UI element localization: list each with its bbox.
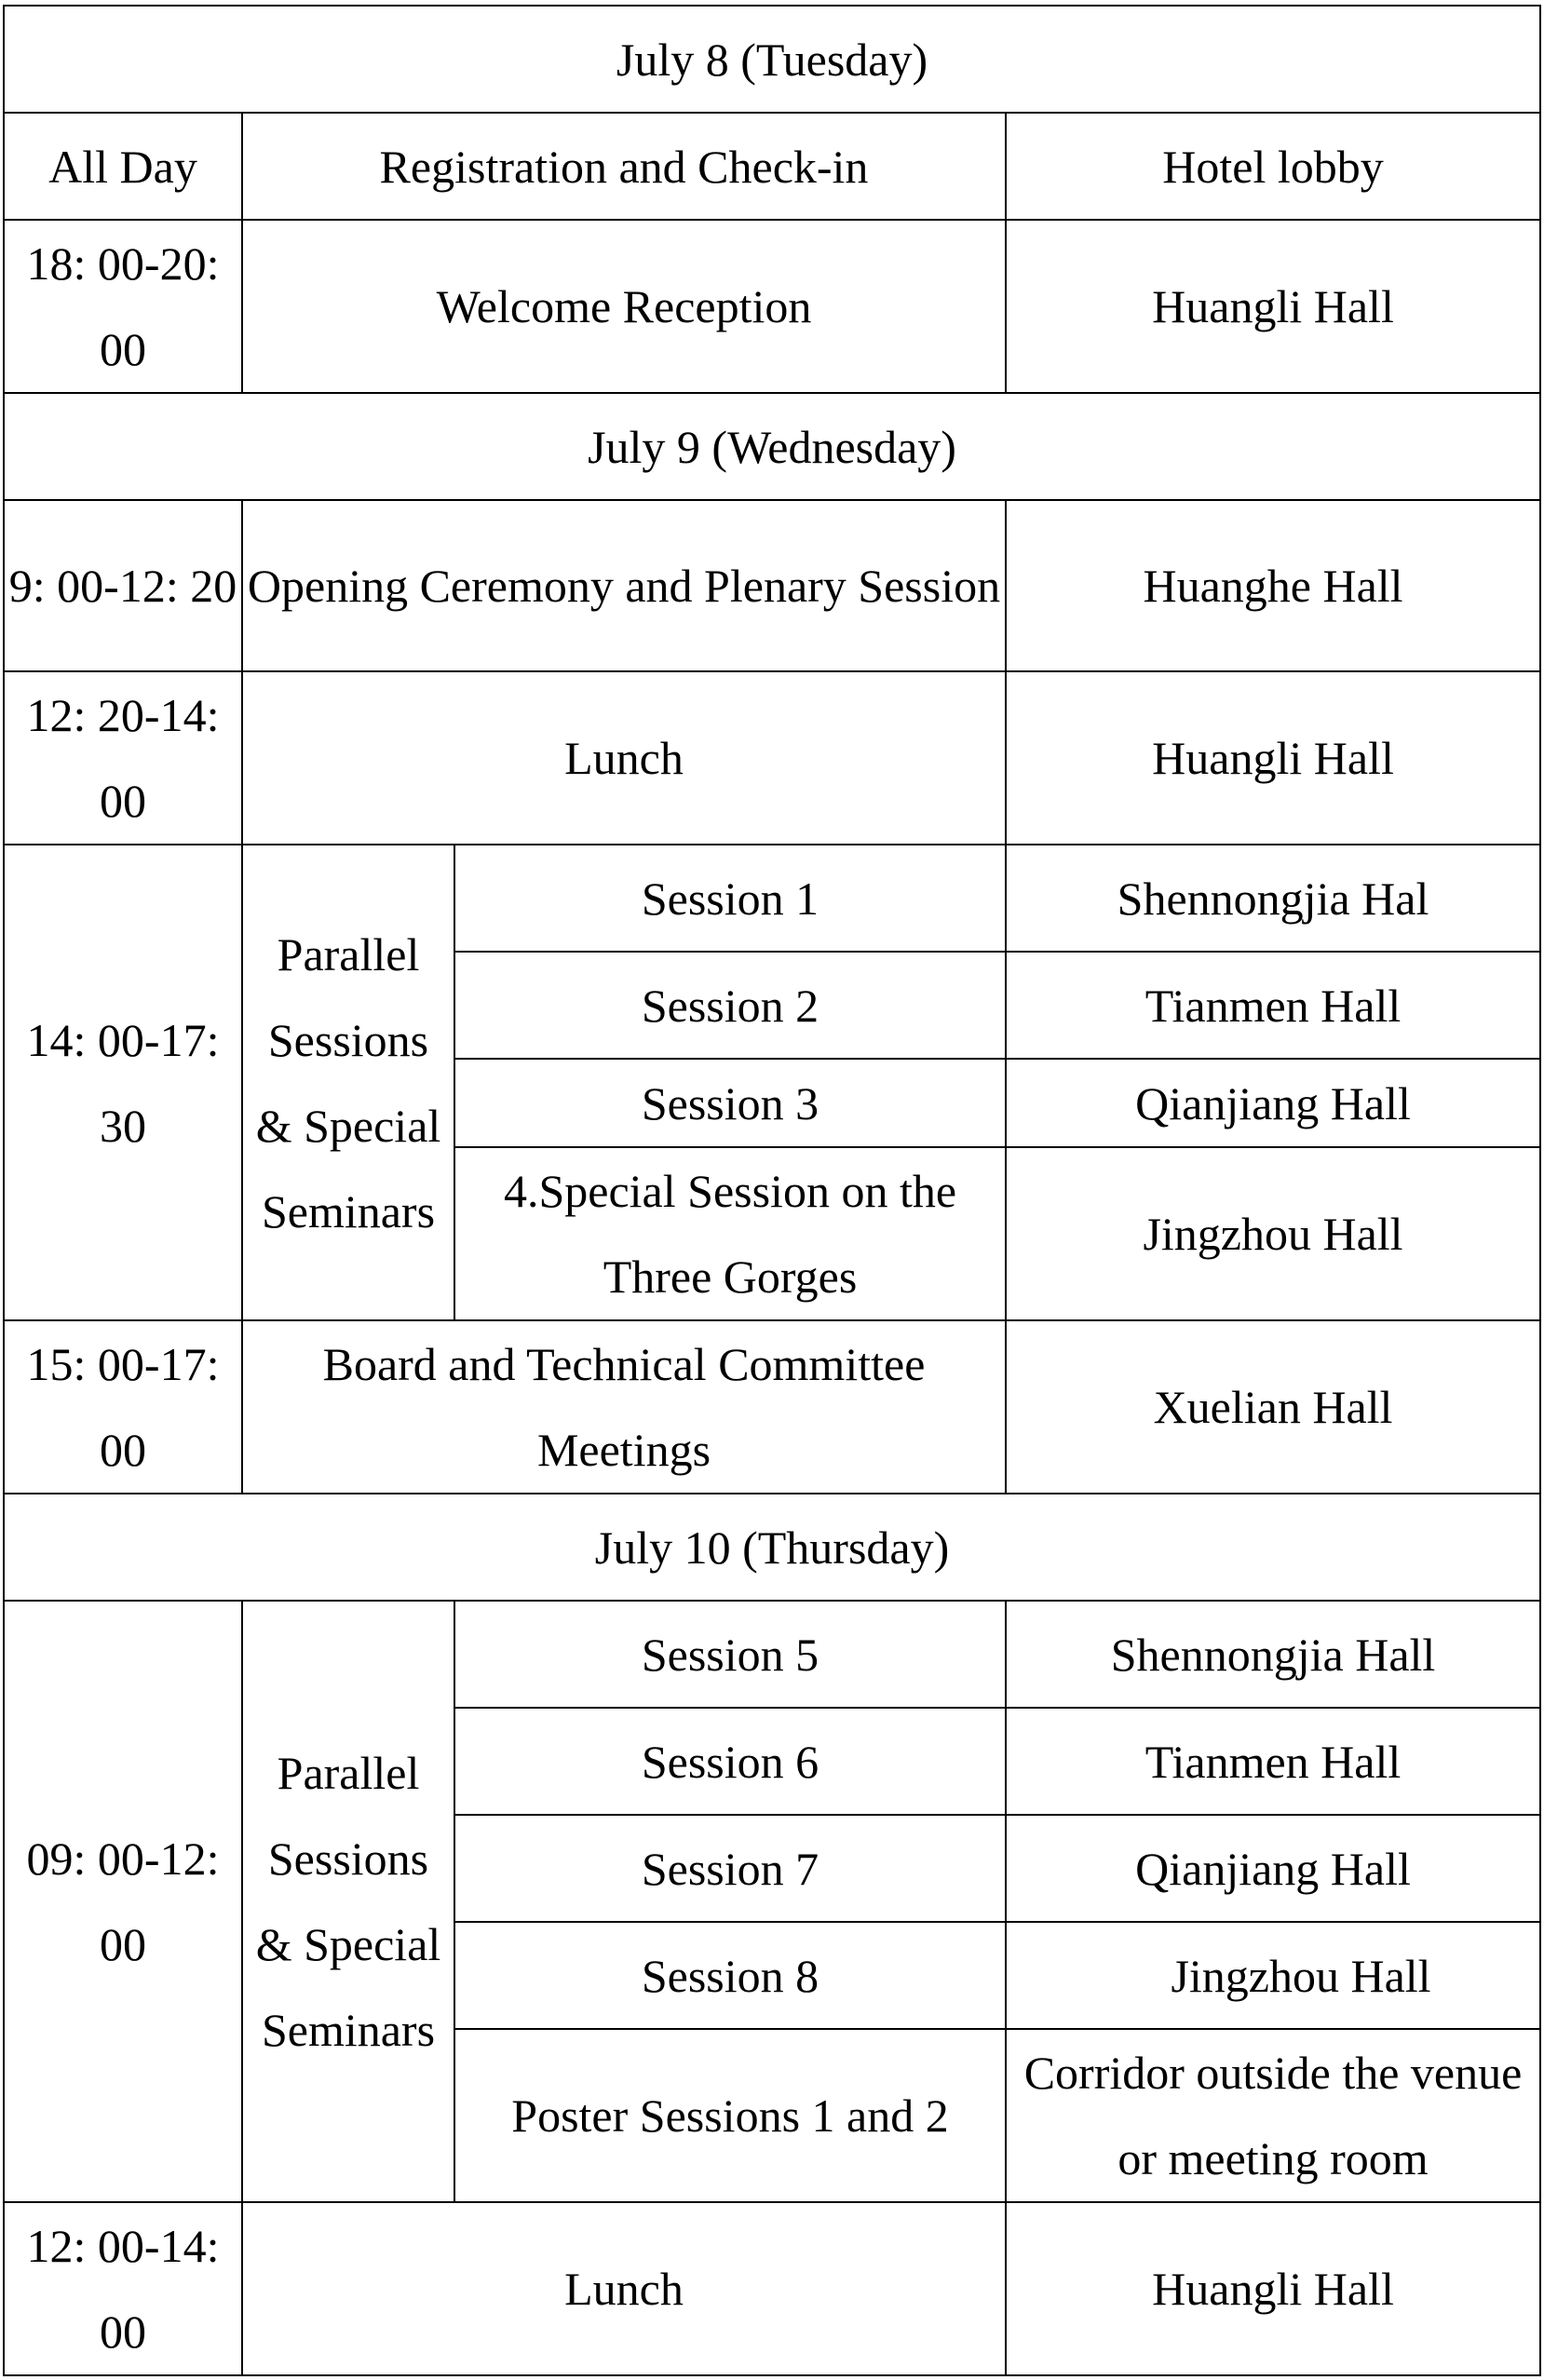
venue-cell: Huangli Hall <box>1006 220 1540 393</box>
table-row <box>4 500 1540 671</box>
table-row <box>4 1601 1540 1708</box>
schedule-table <box>3 5 1541 2376</box>
venue-cell: Qianjiang Hall <box>1006 1059 1540 1147</box>
event-cell: Registration and Check-in <box>242 113 1006 220</box>
day-header-row <box>4 6 1540 113</box>
table-row <box>4 845 1540 952</box>
day-header-row <box>4 1494 1540 1601</box>
venue-cell: Huangli Hall <box>1006 2202 1540 2375</box>
venue-cell: Qianjiang Hall <box>1006 1815 1540 1922</box>
venue-cell: Huangli Hall <box>1006 671 1540 845</box>
session-cell: Session 5 <box>454 1601 1006 1708</box>
session-cell: Session 2 <box>454 952 1006 1059</box>
event-cell: Lunch <box>242 671 1006 845</box>
time-cell: 12: 00-14: 00 <box>4 2202 242 2375</box>
time-cell: 18: 00-20: 00 <box>4 220 242 393</box>
day-header-row <box>4 393 1540 500</box>
time-cell: 12: 20-14: 00 <box>4 671 242 845</box>
session-cell: Poster Sessions 1 and 2 <box>454 2029 1006 2202</box>
table-row <box>4 671 1540 845</box>
venue-cell: Tianmen Hall <box>1006 952 1540 1059</box>
venue-cell: Shennongjia Hall <box>1006 1601 1540 1708</box>
venue-cell: Hotel lobby <box>1006 113 1540 220</box>
day-header: July 8 (Tuesday) <box>4 6 1540 113</box>
parallel-group-cell: Parallel Sessions & Special Seminars <box>242 845 454 1320</box>
venue-cell: Huanghe Hall <box>1006 500 1540 671</box>
table-row <box>4 113 1540 220</box>
venue-cell: Jingzhou Hall <box>1006 1147 1540 1320</box>
venue-label: Jingzhou Hall <box>1171 1949 1431 2002</box>
venue-cell: Tianmen Hall <box>1006 1708 1540 1815</box>
table-row <box>4 1320 1540 1494</box>
event-cell: Lunch <box>242 2202 1006 2375</box>
session-cell: Session 3 <box>454 1059 1006 1147</box>
session-cell: Session 1 <box>454 845 1006 952</box>
day-header: July 10 (Thursday) <box>4 1494 1540 1601</box>
session-cell: Session 8 <box>454 1922 1006 2029</box>
time-cell: 15: 00-17: 00 <box>4 1320 242 1494</box>
session-cell: Session 6 <box>454 1708 1006 1815</box>
parallel-group-cell: Parallel Sessions & Special Seminars <box>242 1601 454 2202</box>
event-cell: Opening Ceremony and Plenary Session <box>242 500 1006 671</box>
time-cell: 9: 00-12: 20 <box>4 500 242 671</box>
session-cell: Session 7 <box>454 1815 1006 1922</box>
time-cell: 09: 00-12: 00 <box>4 1601 242 2202</box>
event-cell: Welcome Reception <box>242 220 1006 393</box>
venue-cell: Corridor outside the venue or meeting room <box>1006 2029 1540 2202</box>
table-row <box>4 220 1540 393</box>
venue-cell: Xuelian Hall <box>1006 1320 1540 1494</box>
venue-cell: Shennongjia Hal <box>1006 845 1540 952</box>
day-header: July 9 (Wednesday) <box>4 393 1540 500</box>
table-row <box>4 2202 1540 2375</box>
session-cell: 4.Special Session on the Three Gorges <box>454 1147 1006 1320</box>
event-cell: Board and Technical Committee Meetings <box>242 1320 1006 1494</box>
venue-cell <box>1006 1922 1540 2029</box>
time-cell: 14: 00-17: 30 <box>4 845 242 1320</box>
time-cell: All Day <box>4 113 242 220</box>
